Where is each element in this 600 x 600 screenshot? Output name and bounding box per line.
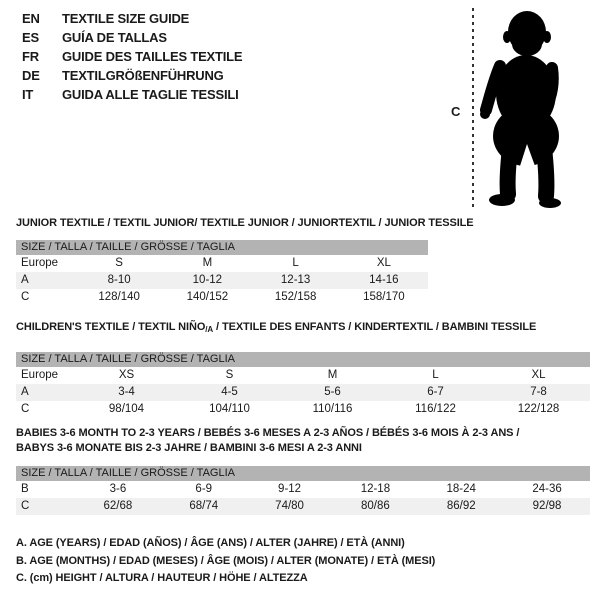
footnotes — [16, 535, 435, 588]
table-cell: 4-5 — [221, 386, 238, 398]
children-section — [16, 321, 590, 418]
babies-table-title-line1: BABIES 3-6 MONTH TO 2-3 YEARS / BEBÉS 3-6 MESES A 2-3 AÑOS / BÉBÉS 3-6 MOIS À 2-3 ANS / — [16, 427, 520, 439]
table-cell: 74/80 — [275, 500, 304, 512]
table-cell: 14-16 — [369, 274, 399, 286]
table-cell: 140/152 — [186, 291, 229, 303]
column-header: S — [225, 369, 234, 381]
column-header: Europe — [21, 257, 59, 269]
table-cell: 80/86 — [361, 500, 390, 512]
table-cell: 5-6 — [324, 386, 341, 398]
language-label: TEXTILE SIZE GUIDE — [62, 11, 190, 26]
language-row — [22, 47, 242, 66]
children-table-title — [16, 321, 590, 336]
language-code: ES — [22, 30, 39, 45]
column-header: XS — [118, 369, 135, 381]
column-header: M — [202, 257, 213, 269]
column-header: L — [432, 369, 439, 381]
table-row-c — [16, 498, 590, 515]
size-header-bar: SIZE / TALLA / TAILLE / GRÖSSE / TAGLIA — [16, 352, 590, 367]
table-cell: 3-6 — [109, 483, 127, 495]
language-code: IT — [22, 87, 34, 102]
babies-table — [16, 466, 590, 515]
babies-section — [16, 426, 590, 515]
table-cell: 152/158 — [274, 291, 317, 303]
size-header-bar: SIZE / TALLA / TAILLE / GRÖSSE / TAGLIA — [16, 466, 590, 481]
footnote-b: B. AGE (MONTHS) / EDAD (MESES) / ÂGE (MOIS) / ALTER (MONATE) / ETÀ (MESI) — [16, 554, 436, 567]
height-marker-label: C — [451, 104, 461, 119]
table-cell: 24-36 — [532, 483, 562, 495]
children-title-post: / TEXTILE DES ENFANTS / KINDERTEXTIL / BAMBINI TESSILE — [213, 321, 537, 333]
junior-table-title: JUNIOR TEXTILE / TEXTIL JUNIOR/ TEXTILE JUNIOR / JUNIORTEXTIL / JUNIOR TESSILE — [16, 217, 474, 229]
column-header: L — [292, 257, 299, 269]
row-label: C — [21, 403, 30, 415]
row-label: A — [21, 274, 29, 286]
table-cell: 6-7 — [427, 386, 444, 398]
junior-table — [16, 240, 428, 306]
language-label: TEXTILGRÖßENFÜHRUNG — [62, 68, 224, 83]
row-label: A — [21, 386, 29, 398]
language-row — [22, 9, 242, 28]
table-cell: 116/122 — [415, 403, 456, 415]
column-header: M — [327, 369, 338, 381]
table-cell: 3-4 — [118, 386, 135, 398]
table-cell: 104/110 — [209, 403, 250, 415]
language-row — [22, 66, 242, 85]
junior-section — [16, 217, 474, 306]
footnote-c: C. (cm) HEIGHT / ALTURA / HAUTEUR / HÖHE / ALTEZZA — [16, 572, 308, 584]
table-cell: 92/98 — [532, 500, 562, 512]
footnote-a: A. AGE (YEARS) / EDAD (AÑOS) / ÂGE (ANS) / ALTER (JAHRE) / ETÀ (ANNI) — [16, 537, 405, 549]
table-row-a — [16, 384, 590, 401]
language-code: EN — [22, 11, 40, 26]
babies-table-title-line2: BABYS 3-6 MONATE BIS 2-3 JAHRE / BAMBINI 3-6 MESI A 2-3 ANNI — [16, 442, 362, 454]
table-cell: 12-13 — [280, 274, 311, 286]
table-cell: 68/74 — [189, 500, 219, 512]
column-header: XL — [531, 369, 546, 381]
row-label: B — [21, 483, 29, 495]
language-list — [22, 9, 242, 104]
table-row-a — [16, 272, 428, 289]
table-cell: 86/92 — [446, 500, 476, 512]
language-label: GUIDA ALLE TAGLIE TESSILI — [62, 87, 239, 102]
language-row — [22, 28, 242, 47]
table-row-b — [16, 481, 590, 498]
children-title-subscript: /A — [205, 325, 214, 334]
table-cell: 12-18 — [360, 483, 391, 495]
table-row-c — [16, 401, 590, 418]
table-cell: 18-24 — [446, 483, 476, 495]
table-cell: 98/104 — [108, 403, 145, 415]
children-table — [16, 352, 590, 418]
table-row-columns — [16, 255, 428, 272]
table-cell: 122/128 — [517, 403, 560, 415]
table-cell: 128/140 — [98, 291, 140, 303]
height-dashed-line — [471, 8, 475, 209]
column-header: Europe — [21, 369, 59, 381]
size-header-bar: SIZE / TALLA / TAILLE / GRÖSSE / TAGLIA — [16, 240, 428, 255]
language-label: GUÍA DE TALLAS — [62, 30, 167, 45]
column-header: XL — [376, 257, 391, 269]
table-cell: 62/68 — [103, 500, 133, 512]
language-label: GUIDE DES TAILLES TEXTILE — [62, 49, 243, 64]
table-row-c — [16, 289, 428, 306]
row-label: C — [21, 500, 30, 512]
table-cell: 7-8 — [530, 386, 547, 398]
table-row-columns — [16, 367, 590, 384]
children-title-pre: CHILDREN'S TEXTILE / TEXTIL NIÑO — [16, 321, 206, 333]
language-code: DE — [22, 68, 40, 83]
table-cell: 6-9 — [195, 483, 213, 495]
language-row — [22, 85, 242, 104]
column-header: S — [115, 257, 123, 269]
table-cell: 158/170 — [363, 291, 405, 303]
table-cell: 9-12 — [278, 483, 302, 495]
table-cell: 10-12 — [192, 274, 223, 286]
table-cell: 110/116 — [312, 403, 353, 415]
language-code: FR — [22, 49, 39, 64]
row-label: C — [21, 291, 30, 303]
toddler-silhouette-image — [480, 8, 570, 210]
table-cell: 8-10 — [107, 274, 131, 286]
